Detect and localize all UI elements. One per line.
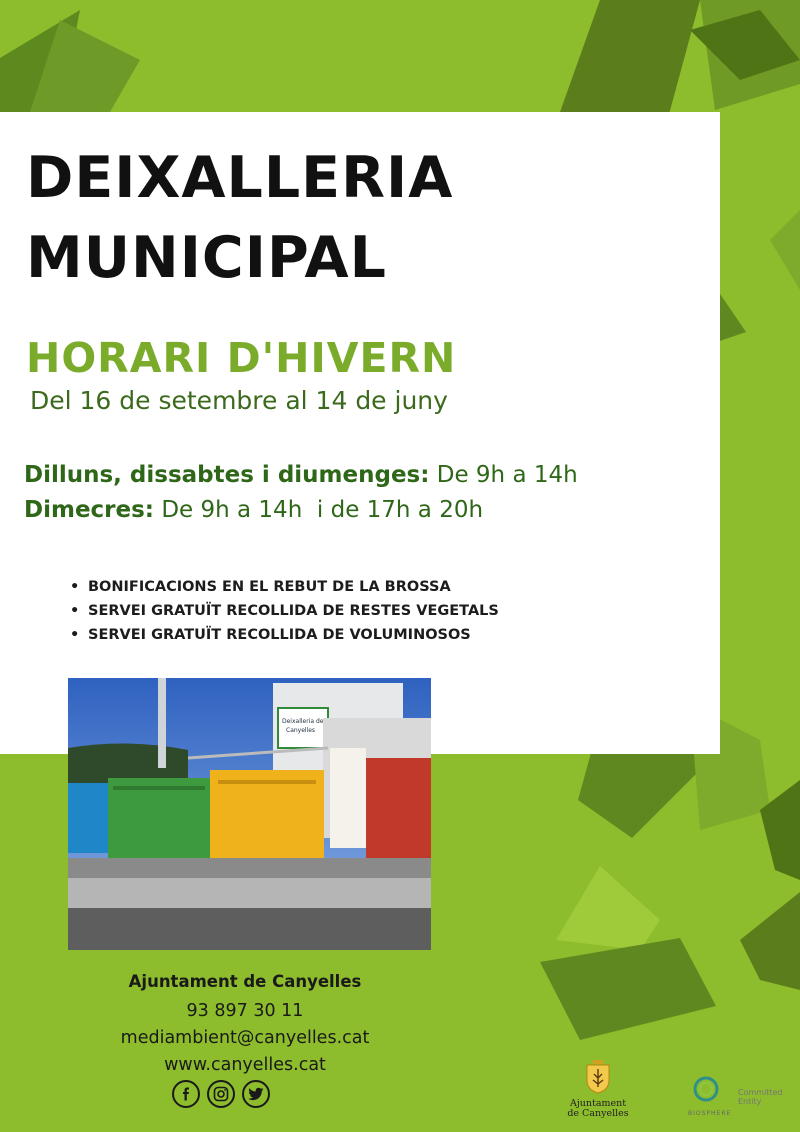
contact-block [90, 966, 400, 1079]
email-address[interactable]: mediambient@canyelles.cat [120, 1028, 370, 1048]
bullet-icon: • [70, 579, 80, 595]
organization-name: Ajuntament de Canyelles [128, 972, 362, 991]
title-line-1: DEIXALLERIA [26, 145, 454, 211]
biosphere-entity-text: Committed Entity [738, 1088, 783, 1106]
facebook-icon[interactable] [172, 1080, 200, 1108]
schedule-row-wednesday [24, 497, 483, 523]
biosphere-icon [684, 1074, 728, 1108]
services-list [70, 575, 499, 647]
phone-number: 93 897 30 11 [186, 1001, 304, 1021]
date-range: Del 16 de setembre al 14 de juny [30, 386, 448, 415]
biosphere-logo [684, 1074, 794, 1124]
website-link[interactable]: www.canyelles.cat [164, 1055, 326, 1075]
schedule-row-weekend [24, 462, 578, 488]
ajuntament-logo-line-2: de Canyelles [567, 1108, 629, 1119]
bullet-icon: • [70, 603, 80, 619]
photo-sign-line-2: Canyelles [286, 727, 316, 734]
bullet-icon: • [70, 627, 80, 643]
subtitle: HORARI D'HIVERN [26, 334, 457, 382]
photo-sign-line-1: Deixalleria de [282, 718, 324, 725]
list-item: • BONIFICACIONS EN EL REBUT DE LA BROSSA [70, 575, 499, 599]
schedule-hours: De 9h a 14h [429, 462, 578, 488]
list-item: • SERVEI GRATUÏT RECOLLIDA DE RESTES VEGETALS [70, 599, 499, 623]
social-icons [172, 1080, 270, 1108]
title-line-2: MUNICIPAL [26, 225, 387, 291]
page-title [26, 138, 453, 298]
ajuntament-logo-line-1: Ajuntament [569, 1098, 627, 1109]
twitter-icon[interactable] [242, 1080, 270, 1108]
schedule-hours: De 9h a 14h i de 17h a 20h [154, 497, 484, 523]
biosphere-label: BIOSPHERE [688, 1110, 732, 1117]
schedule-days: Dilluns, dissabtes i diumenges: [24, 462, 430, 488]
coat-of-arms-icon [585, 1060, 611, 1094]
ajuntament-logo [560, 1060, 636, 1119]
instagram-icon[interactable] [207, 1080, 235, 1108]
list-item: • SERVEI GRATUÏT RECOLLIDA DE VOLUMINOSOS [70, 623, 499, 647]
schedule-days: Dimecres: [24, 497, 155, 523]
recycling-center-photo [68, 678, 431, 950]
